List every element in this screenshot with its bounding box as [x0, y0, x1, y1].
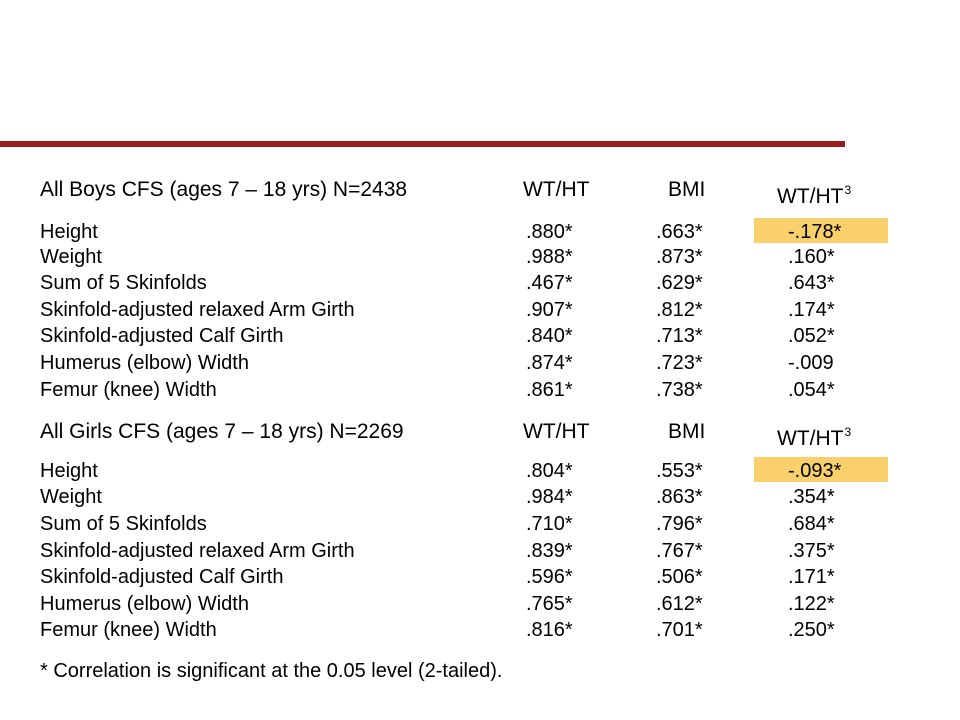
table-row — [0, 564, 960, 590]
col-header-bmi: BMI — [668, 178, 706, 201]
col-header-wt-ht: WT/HT — [523, 420, 590, 443]
cell-wt-ht3: .171* — [788, 566, 835, 588]
cell-bmi: .873* — [656, 246, 703, 268]
row-label: Humerus (elbow) Width — [40, 352, 249, 374]
girls-header-row — [0, 419, 960, 450]
table-row — [0, 484, 960, 510]
cell-bmi: .701* — [656, 619, 703, 641]
girls-heading: All Girls CFS (ages 7 – 18 yrs) N=2269 — [40, 420, 404, 443]
row-label: Skinfold-adjusted Calf Girth — [40, 325, 284, 347]
cell-bmi: .796* — [656, 513, 703, 535]
cell-wt-ht: .804* — [526, 460, 573, 482]
cell-wt-ht: .984* — [526, 486, 573, 508]
row-label: Sum of 5 Skinfolds — [40, 272, 207, 294]
row-label: Weight — [40, 486, 102, 508]
table-row — [0, 297, 960, 323]
table-row — [0, 591, 960, 617]
table-row — [0, 538, 960, 564]
row-label: Skinfold-adjusted relaxed Arm Girth — [40, 540, 355, 562]
cell-wt-ht3: .174* — [788, 299, 835, 321]
row-label: Skinfold-adjusted relaxed Arm Girth — [40, 299, 355, 321]
col-header-wt-ht3 — [777, 177, 851, 210]
table-row — [0, 350, 960, 376]
table-row — [0, 219, 960, 245]
cell-wt-ht3: -.093* — [788, 460, 842, 482]
cell-wt-ht3: -.178* — [788, 221, 842, 243]
cell-wt-ht: .467* — [526, 272, 573, 294]
cell-wt-ht: .907* — [526, 299, 573, 321]
table-row — [0, 377, 960, 403]
row-label: Height — [40, 221, 98, 243]
col-header-wt-ht: WT/HT — [523, 178, 590, 201]
boys-heading: All Boys CFS (ages 7 – 18 yrs) N=2438 — [40, 178, 408, 201]
table-row — [0, 270, 960, 296]
cell-wt-ht3: .643* — [788, 272, 835, 294]
cell-wt-ht3: -.009 — [788, 352, 834, 374]
cell-wt-ht: .861* — [526, 379, 573, 401]
col-header-wt-ht3-base: WT/HT — [777, 185, 844, 208]
table-row — [0, 244, 960, 270]
cell-wt-ht: .596* — [526, 566, 573, 588]
cell-bmi: .863* — [656, 486, 703, 508]
col-header-wt-ht3 — [777, 419, 851, 452]
cell-wt-ht: .839* — [526, 540, 573, 562]
cell-wt-ht: .874* — [526, 352, 573, 374]
row-label: Humerus (elbow) Width — [40, 593, 249, 615]
cell-wt-ht: .988* — [526, 246, 573, 268]
cell-wt-ht3: .052* — [788, 325, 835, 347]
cell-wt-ht3: .250* — [788, 619, 835, 641]
row-label: Femur (knee) Width — [40, 619, 217, 641]
cell-wt-ht3: .354* — [788, 486, 835, 508]
table-row — [0, 617, 960, 643]
cell-bmi: .723* — [656, 352, 703, 374]
cell-wt-ht3: .375* — [788, 540, 835, 562]
cell-bmi: .738* — [656, 379, 703, 401]
row-label: Height — [40, 460, 98, 482]
cell-wt-ht: .710* — [526, 513, 573, 535]
cell-bmi: .812* — [656, 299, 703, 321]
row-label: Sum of 5 Skinfolds — [40, 513, 207, 535]
cell-bmi: .713* — [656, 325, 703, 347]
row-label: Weight — [40, 246, 102, 268]
cell-bmi: .612* — [656, 593, 703, 615]
cell-wt-ht3: .684* — [788, 513, 835, 535]
boys-header-row — [0, 177, 960, 208]
cell-wt-ht3: .122* — [788, 593, 835, 615]
table-row — [0, 511, 960, 537]
row-label: Skinfold-adjusted Calf Girth — [40, 566, 284, 588]
cell-wt-ht: .880* — [526, 221, 573, 243]
significance-footnote: * Correlation is significant at the 0.05 level (2-tailed). — [40, 660, 503, 682]
cell-wt-ht: .816* — [526, 619, 573, 641]
cell-wt-ht: .840* — [526, 325, 573, 347]
cell-wt-ht: .765* — [526, 593, 573, 615]
cell-bmi: .553* — [656, 460, 703, 482]
col-header-wt-ht3-exponent: 3 — [844, 425, 852, 439]
cell-bmi: .767* — [656, 540, 703, 562]
title-rule — [0, 141, 845, 147]
col-header-bmi: BMI — [668, 420, 706, 443]
cell-bmi: .663* — [656, 221, 703, 243]
table-row — [0, 323, 960, 349]
cell-wt-ht3: .054* — [788, 379, 835, 401]
col-header-wt-ht3-exponent: 3 — [844, 183, 852, 197]
cell-bmi: .506* — [656, 566, 703, 588]
row-label: Femur (knee) Width — [40, 379, 217, 401]
cell-bmi: .629* — [656, 272, 703, 294]
table-row — [0, 458, 960, 484]
cell-wt-ht3: .160* — [788, 246, 835, 268]
col-header-wt-ht3-base: WT/HT — [777, 427, 844, 450]
